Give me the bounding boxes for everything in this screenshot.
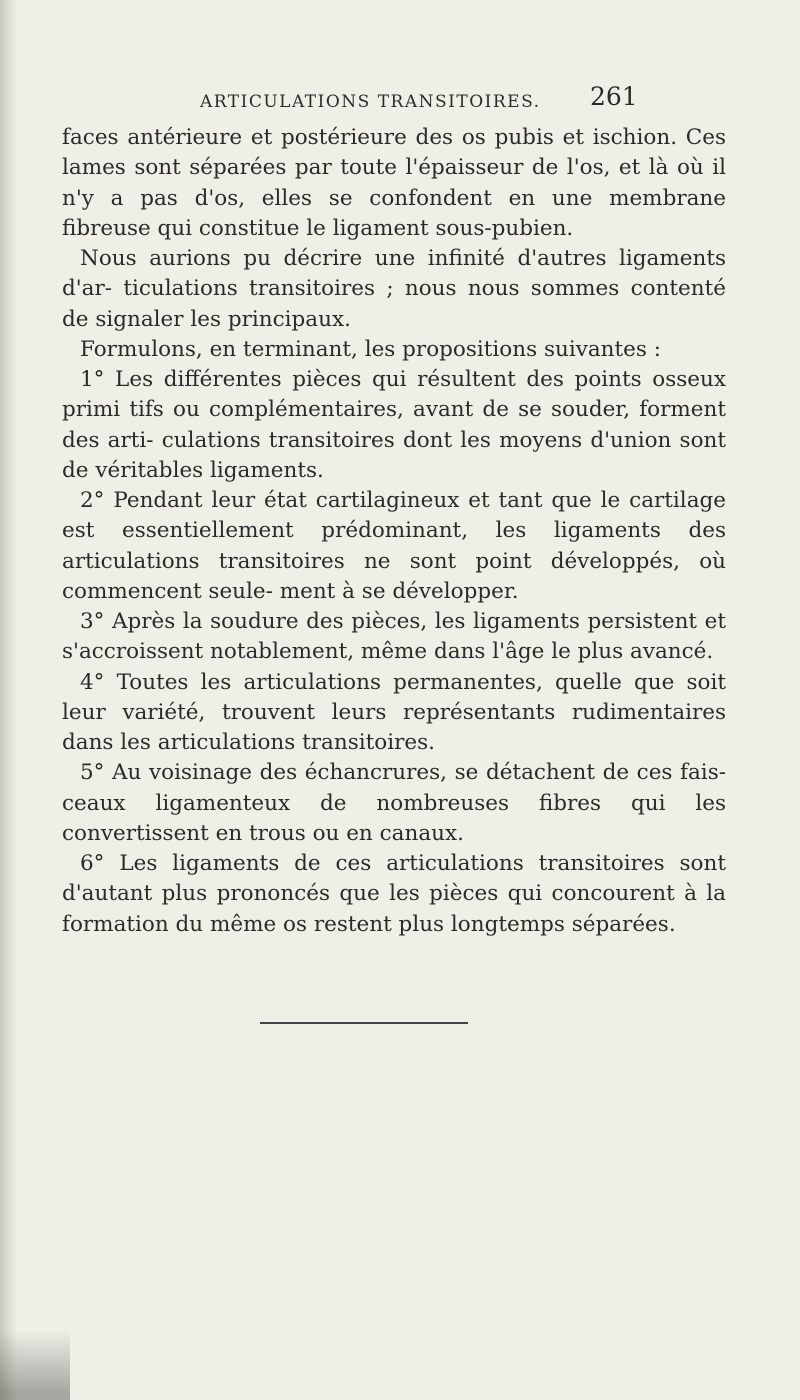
page-edge-shadow bbox=[0, 0, 18, 1400]
running-head bbox=[0, 82, 800, 120]
text-body bbox=[62, 123, 726, 940]
paragraph: faces antérieure et postérieure des os pubis et ischion. Ces lames sont séparées par toute l'épaisseur de l'os, et là où il n'y a pas d'os, elles se confondent en une membrane fibreuse qui constitue le ligament sous-pubien. bbox=[62, 125, 726, 241]
paragraph: Nous aurions pu décrire une infinité d'autres ligaments d'ar- ticulations transitoires ; nous nous sommes contenté de signaler les principaux. bbox=[62, 246, 726, 332]
paragraph: Formulons, en terminant, les propositions suivantes : bbox=[80, 336, 661, 362]
paragraph: 1° Les différentes pièces qui résultent des points osseux primi tifs ou complémentaires, avant de se souder, forment des arti- culations transitoires dont les moyens d'union sont de véritables ligaments. bbox=[62, 367, 726, 483]
page-number: 261 bbox=[590, 82, 638, 111]
paragraph: 2° Pendant leur état cartilagineux et tant que le cartilage est essentiellement prédominant, les ligaments des articulations transitoires ne sont point développés, où commencent seule- ment à se développer. bbox=[62, 488, 726, 604]
paragraph: 6° Les ligaments de ces articulations transitoires sont d'autant plus prononcés que les pièces qui concourent à la formation du même os restent plus longtemps séparées. bbox=[62, 851, 726, 937]
running-title: ARTICULATIONS TRANSITOIRES. bbox=[200, 92, 541, 112]
end-rule bbox=[260, 1022, 468, 1024]
paragraph: 5° Au voisinage des échancrures, se détachent de ces fais- ceaux ligamenteux de nombreuses fibres qui les convertissent en trous ou en canaux. bbox=[62, 760, 726, 846]
page-corner-shadow bbox=[0, 1330, 70, 1400]
paragraph: 4° Toutes les articulations permanentes, quelle que soit leur variété, trouvent leurs représentants rudimentaires dans les articulations transitoires. bbox=[62, 669, 726, 755]
paragraph: 3° Après la soudure des pièces, les ligaments persistent et s'accroissent notablement, même dans l'âge le plus avancé. bbox=[62, 609, 726, 665]
